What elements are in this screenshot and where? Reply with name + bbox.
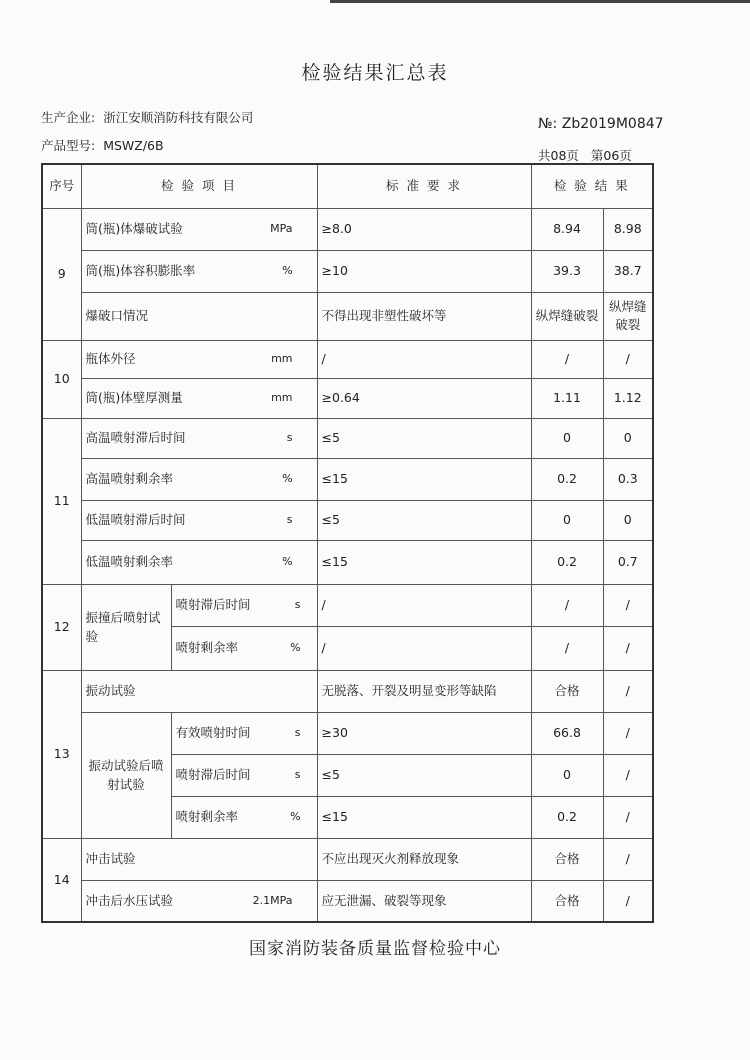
table-header-row [42, 164, 653, 208]
item-cell [81, 292, 317, 340]
result-1-cell: 合格 [531, 880, 603, 922]
unit-label: mm [271, 352, 293, 365]
result-2-cell: / [603, 340, 653, 378]
result-1-cell: / [531, 584, 603, 626]
unit-label: MPa [270, 222, 293, 235]
result-1-cell: 1.11 [531, 378, 603, 418]
seq-cell: 11 [42, 418, 81, 584]
standard-cell: ≤15 [317, 540, 531, 584]
unit-label: % [282, 472, 293, 485]
result-2-cell: / [603, 712, 653, 754]
result-1-cell: / [531, 626, 603, 670]
result-1-cell: 0 [531, 754, 603, 796]
seq-cell: 10 [42, 340, 81, 418]
scan-top-edge-line [330, 0, 750, 3]
item-name: 高温喷射剩余率 [85, 471, 174, 486]
manufacturer-line [41, 108, 253, 126]
item-name: 冲击试验 [85, 851, 136, 866]
item-name: 喷射滞后时间 [175, 767, 251, 782]
result-1-cell: 8.94 [531, 208, 603, 250]
table-row [42, 880, 653, 922]
result-1-cell: 0 [531, 500, 603, 540]
standard-cell: ≤15 [317, 458, 531, 500]
result-1-cell: 合格 [531, 670, 603, 712]
standard-cell: / [317, 626, 531, 670]
result-2-cell: 0 [603, 500, 653, 540]
item-cell [81, 540, 317, 584]
seq-cell: 14 [42, 838, 81, 922]
item-cell [81, 670, 317, 712]
result-2-cell: / [603, 838, 653, 880]
result-2-cell: / [603, 584, 653, 626]
table-row [42, 838, 653, 880]
item-cell [171, 796, 317, 838]
item-cell [81, 378, 317, 418]
item-name: 冲击后水压试验 [85, 892, 174, 908]
item-cell [171, 584, 317, 626]
standard-cell: / [317, 584, 531, 626]
standard-cell: 无脱落、开裂及明显变形等缺陷 [317, 670, 531, 712]
result-2-cell: 0.3 [603, 458, 653, 500]
standard-cell: ≤15 [317, 796, 531, 838]
total-pages: 共08页 [538, 148, 579, 163]
seq-cell: 12 [42, 584, 81, 670]
page-title: 检验结果汇总表 [301, 62, 449, 84]
standard-cell: ≤5 [317, 754, 531, 796]
item-name: 振动试验 [85, 683, 136, 698]
unit-label: % [282, 555, 293, 568]
standard-cell: ≥0.64 [317, 378, 531, 418]
item-name: 爆破口情况 [85, 308, 149, 323]
result-2-cell: 0.7 [603, 540, 653, 584]
table-row [42, 500, 653, 540]
result-2-cell: 纵焊缝破裂 [603, 292, 653, 340]
standard-cell: 应无泄漏、破裂等现象 [317, 880, 531, 922]
manufacturer-value: 浙江安顺消防科技有限公司 [103, 110, 254, 125]
result-1-cell: 66.8 [531, 712, 603, 754]
result-1-cell: 纵焊缝破裂 [531, 292, 603, 340]
item-cell [81, 458, 317, 500]
result-2-cell: / [603, 796, 653, 838]
result-1-cell: 合格 [531, 838, 603, 880]
unit-label: % [282, 264, 293, 277]
table-row [42, 458, 653, 500]
table-row [42, 378, 653, 418]
group-cell: 振动试验后喷射试验 [81, 712, 171, 838]
unit-label: 2.1MPa [252, 893, 293, 907]
item-cell [171, 712, 317, 754]
item-name: 高温喷射滞后时间 [85, 430, 186, 445]
item-name: 喷射剩余率 [175, 640, 239, 655]
header-seq: 序号 [42, 164, 81, 208]
result-2-cell: / [603, 626, 653, 670]
standard-cell: 不应出现灭火剂释放现象 [317, 838, 531, 880]
model-value: MSWZ/6B [103, 138, 164, 153]
table-row [42, 418, 653, 458]
result-2-cell: 0 [603, 418, 653, 458]
item-name: 有效喷射时间 [175, 725, 251, 740]
manufacturer-label: 生产企业: [41, 110, 96, 125]
standard-cell: ≥10 [317, 250, 531, 292]
results-table [41, 163, 654, 923]
item-name: 低温喷射剩余率 [85, 554, 174, 569]
item-cell [81, 838, 317, 880]
standard-cell: / [317, 340, 531, 378]
result-2-cell: 38.7 [603, 250, 653, 292]
table-row [42, 208, 653, 250]
item-cell [81, 418, 317, 458]
result-2-cell: / [603, 880, 653, 922]
standard-cell: ≤5 [317, 500, 531, 540]
unit-label: % [290, 641, 301, 654]
table-row [42, 670, 653, 712]
result-1-cell: 39.3 [531, 250, 603, 292]
header-item: 检 验 项 目 [81, 164, 317, 208]
result-1-cell: 0.2 [531, 540, 603, 584]
result-1-cell: 0 [531, 418, 603, 458]
report-number: №: Zb2019M0847 [538, 116, 664, 132]
item-cell [81, 250, 317, 292]
unit-label: s [294, 726, 301, 739]
seq-cell: 9 [42, 208, 81, 340]
model-label: 产品型号: [41, 138, 96, 153]
item-name: 筒(瓶)体壁厚测量 [85, 390, 183, 405]
table-row [42, 712, 653, 754]
item-name: 喷射滞后时间 [175, 597, 251, 612]
table-row [42, 540, 653, 584]
issuer-footer: 国家消防装备质量监督检验中心 [249, 939, 501, 959]
unit-label: s [286, 431, 293, 444]
item-cell [81, 208, 317, 250]
table-row [42, 250, 653, 292]
unit-label: s [294, 598, 301, 611]
seq-cell: 13 [42, 670, 81, 838]
current-page: 第06页 [590, 148, 632, 163]
model-line [41, 136, 164, 154]
unit-label: s [286, 513, 293, 526]
item-name: 筒(瓶)体容积膨胀率 [85, 263, 196, 278]
item-cell [171, 754, 317, 796]
unit-label: mm [271, 391, 293, 404]
item-cell [81, 340, 317, 378]
header-standard: 标 准 要 求 [317, 164, 531, 208]
result-2-cell: / [603, 754, 653, 796]
unit-label: s [294, 768, 301, 781]
result-1-cell: 0.2 [531, 796, 603, 838]
result-1-cell: 0.2 [531, 458, 603, 500]
result-2-cell: 1.12 [603, 378, 653, 418]
item-name: 瓶体外径 [85, 351, 136, 366]
result-1-cell: / [531, 340, 603, 378]
item-name: 喷射剩余率 [175, 809, 239, 824]
result-2-cell: / [603, 670, 653, 712]
item-cell [81, 500, 317, 540]
result-2-cell: 8.98 [603, 208, 653, 250]
table-row [42, 292, 653, 340]
item-name: 低温喷射滞后时间 [85, 512, 186, 527]
table-row [42, 340, 653, 378]
table-row [42, 584, 653, 626]
standard-cell: ≥30 [317, 712, 531, 754]
standard-cell: ≤5 [317, 418, 531, 458]
standard-cell: 不得出现非塑性破坏等 [317, 292, 531, 340]
group-cell: 振撞后喷射试验 [81, 584, 171, 670]
item-cell [81, 880, 317, 922]
item-cell [171, 626, 317, 670]
header-result: 检 验 结 果 [531, 164, 653, 208]
unit-label: % [290, 810, 301, 823]
item-name: 筒(瓶)体爆破试验 [85, 221, 183, 236]
standard-cell: ≥8.0 [317, 208, 531, 250]
page-info [538, 146, 632, 164]
